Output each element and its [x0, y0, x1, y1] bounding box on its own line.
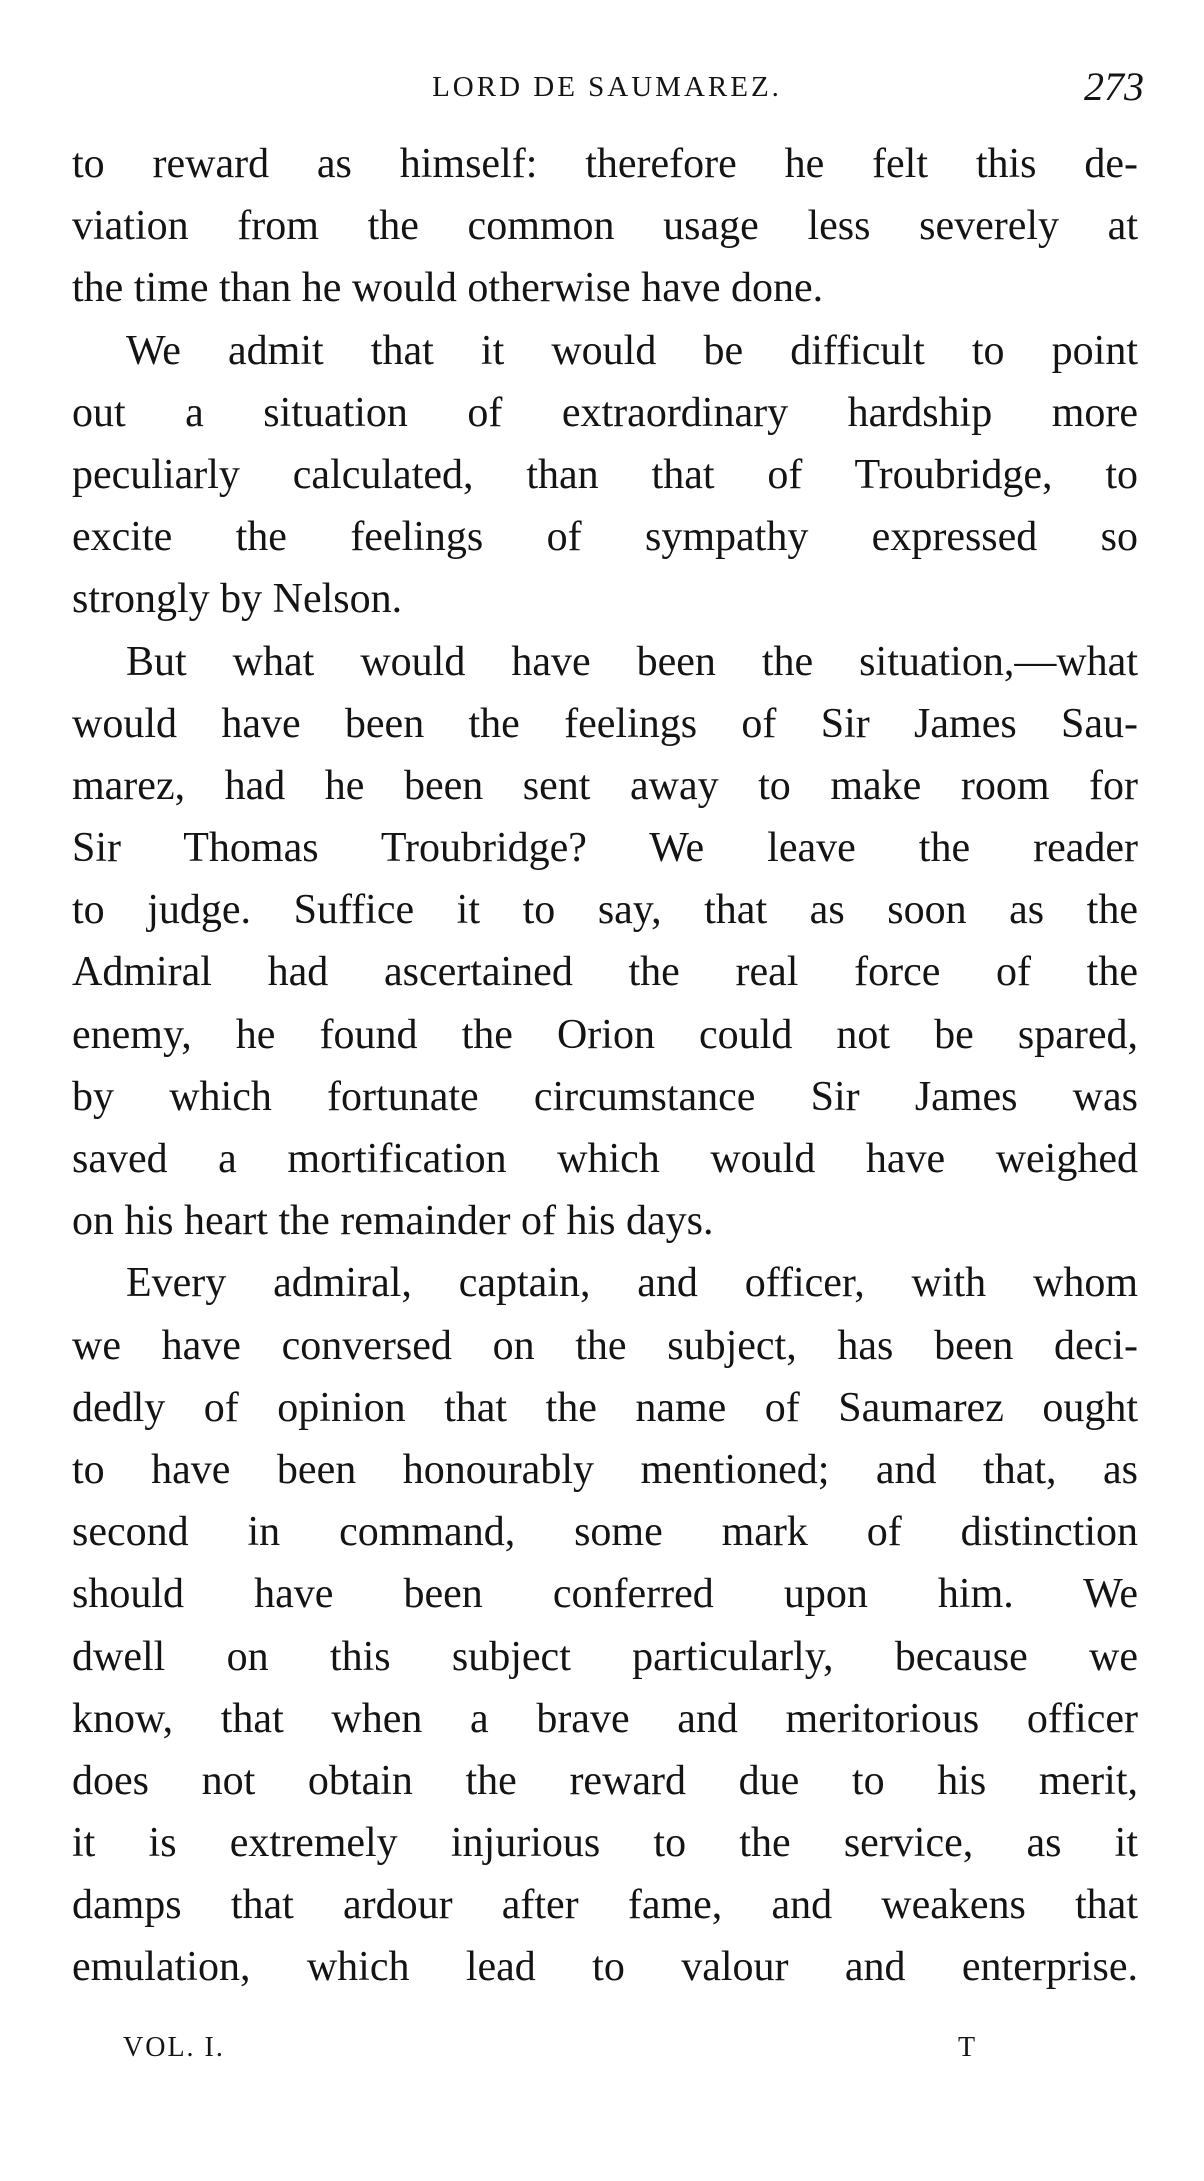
text-line: the time than he would otherwise have done.: [72, 265, 824, 312]
text-line: saved a mortification which would have weighed: [72, 1136, 1138, 1182]
text-line: enemy, he found the Orion could not be spared,: [72, 1011, 1138, 1058]
text-line: damps that ardour after fame, and weakens that: [72, 1882, 1138, 1929]
paragraph-first-line: But what would have been the situation,—what: [126, 638, 1138, 685]
text-line: should have been conferred upon him. We: [72, 1571, 1138, 1618]
text-line: it is extremely injurious to the service, as it: [72, 1820, 1138, 1867]
body-text: [72, 133, 1138, 1999]
text-line: Sir Thomas Troubridge? We leave the reader: [72, 825, 1138, 872]
running-head: [70, 62, 1144, 112]
text-line: we have conversed on the subject, has been deci-: [72, 1322, 1138, 1369]
text-line: marez, had he been sent away to make room for: [72, 762, 1138, 809]
text-line: know, that when a brave and meritorious officer: [72, 1695, 1138, 1742]
text-line: to have been honourably mentioned; and that, as: [72, 1446, 1138, 1493]
text-line: dwell on this subject particularly, because we: [72, 1633, 1138, 1680]
page-footer: [0, 2028, 1204, 2068]
text-line: out a situation of extraordinary hardship more: [72, 389, 1138, 436]
page-number: 273: [1084, 64, 1144, 109]
text-line: on his heart the remainder of his days.: [72, 1198, 714, 1245]
text-line: by which fortunate circumstance Sir James was: [72, 1073, 1138, 1120]
text-line: excite the feelings of sympathy expressed so: [72, 514, 1138, 561]
text-line: to reward as himself: therefore he felt this de-: [72, 141, 1138, 187]
paragraph-first-line: Every admiral, captain, and officer, with whom: [126, 1260, 1138, 1307]
volume-label: VOL. I.: [123, 2032, 225, 2063]
text-line: second in command, some mark of distinction: [72, 1509, 1138, 1556]
text-line: would have been the feelings of Sir James Sau-: [72, 700, 1138, 747]
running-title: LORD DE SAUMAREZ.: [432, 71, 782, 103]
text-line: strongly by Nelson.: [72, 576, 403, 623]
signature-mark: T: [958, 2032, 976, 2063]
paragraph-first-line: We admit that it would be difficult to point: [126, 327, 1138, 374]
text-line: Admiral had ascertained the real force of the: [72, 949, 1138, 996]
text-line: does not obtain the reward due to his merit,: [72, 1757, 1138, 1804]
text-line: dedly of opinion that the name of Saumarez ought: [72, 1384, 1138, 1431]
text-line: to judge. Suffice it to say, that as soon as the: [72, 887, 1138, 934]
text-line: emulation, which lead to valour and enterprise.: [72, 1944, 1138, 1991]
text-line: viation from the common usage less severely at: [72, 203, 1138, 250]
text-line: peculiarly calculated, than that of Troubridge, to: [72, 451, 1138, 498]
